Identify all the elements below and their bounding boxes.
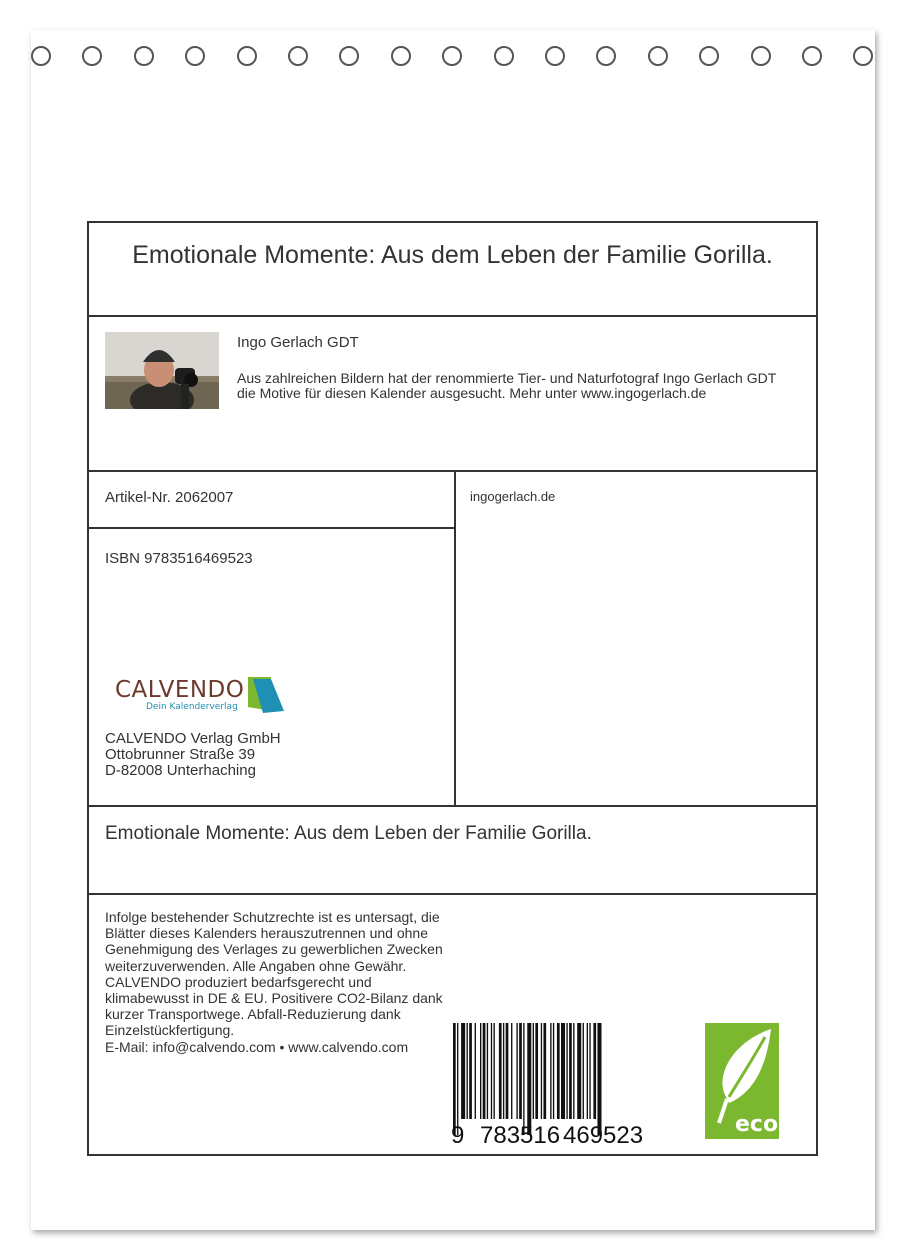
barcode-bar [597, 1023, 601, 1135]
publisher-name: CALVENDO Verlag GmbH [105, 730, 281, 747]
barcode-bar [487, 1023, 488, 1119]
barcode-bar [550, 1023, 551, 1119]
divider [89, 893, 816, 895]
binding-ring [237, 46, 257, 66]
barcode-bar [557, 1023, 560, 1119]
binding-ring [391, 46, 411, 66]
binding-ring [288, 46, 308, 66]
info-sheet [87, 221, 818, 1156]
publisher-city: D-82008 Unterhaching [105, 762, 256, 779]
barcode-digits: 469523 [563, 1122, 644, 1148]
publisher-street: Ottobrunner Straße 39 [105, 746, 256, 763]
barcode-bar [535, 1023, 538, 1119]
barcode-bar [566, 1023, 567, 1119]
binding-ring [82, 46, 102, 66]
eco-label-text: eco [735, 1112, 779, 1137]
binding-ring [596, 46, 616, 66]
barcode-bar [593, 1023, 596, 1119]
author-name: Ingo Gerlach GDT [237, 334, 359, 351]
barcode-bar [583, 1023, 584, 1119]
divider [89, 470, 816, 472]
barcode-bar [543, 1023, 546, 1119]
isbn: ISBN 9783516469523 [105, 550, 253, 567]
binding-ring [699, 46, 719, 66]
barcode-digits: 9 [451, 1122, 465, 1148]
eco-badge [705, 1023, 779, 1139]
legal-paragraph: CALVENDO produziert bedarfsgerecht und klimabewusst in DE & EU. Positivere CO2-Bilanz dank kurzer Transportwege. Abfall-Reduzierung dank Einzelstückfertigung. [105, 973, 443, 1039]
barcode-bar [519, 1023, 522, 1119]
barcode-bar [573, 1023, 574, 1119]
barcode-digits: 783516 [480, 1122, 561, 1148]
barcode-bar [491, 1023, 492, 1119]
binding-ring [853, 46, 873, 66]
barcode-bar [503, 1023, 504, 1119]
author-photo [105, 332, 219, 409]
calvendo-logo [115, 671, 295, 717]
publisher-address [105, 731, 281, 779]
calendar-subtitle: Emotionale Momente: Aus dem Leben der Familie Gorilla. [105, 823, 592, 844]
barcode-bar [494, 1023, 495, 1119]
barcode-bar [527, 1023, 531, 1135]
legal-notice [105, 909, 445, 1055]
binding-ring [31, 46, 51, 66]
binding-ring [751, 46, 771, 66]
barcode-bar [541, 1023, 542, 1119]
barcode-bar [577, 1023, 581, 1119]
logo-tagline-text: Dein Kalenderverlag [146, 702, 238, 712]
binding-ring [648, 46, 668, 66]
binding-ring [545, 46, 565, 66]
author-bio: Aus zahlreichen Bildern hat der renommierte Tier- und Naturfotograf Ingo Gerlach GDT die Motive für diesen Kalender ausgesucht. Mehr unter www.ingogerlach.de [237, 370, 776, 401]
barcode-bar [587, 1023, 588, 1119]
calendar-title: Emotionale Momente: Aus dem Leben der Familie Gorilla. [132, 241, 773, 269]
barcode-bar [506, 1023, 509, 1119]
divider [89, 315, 816, 317]
binding-ring [185, 46, 205, 66]
barcode-bar [480, 1023, 481, 1119]
barcode-bar [467, 1023, 468, 1119]
legal-paragraph: E-Mail: info@calvendo.com • www.calvendo.com [105, 1038, 409, 1055]
binding-ring [339, 46, 359, 66]
author-website[interactable]: ingogerlach.de [470, 489, 556, 504]
binding-ring [494, 46, 514, 66]
binding-ring [442, 46, 462, 66]
binding-ring [802, 46, 822, 66]
barcode-bar [475, 1023, 476, 1119]
logo-brand-text: CALVENDO [115, 677, 245, 703]
divider [89, 805, 816, 807]
barcode-bar [511, 1023, 512, 1119]
barcode-bar [483, 1023, 486, 1119]
isbn-barcode [447, 1023, 662, 1148]
barcode-bar [499, 1023, 502, 1119]
barcode-bar [589, 1023, 590, 1119]
barcode-bar [561, 1023, 565, 1119]
barcode-bar [453, 1023, 456, 1135]
barcode-bar [553, 1023, 554, 1119]
barcode-bar [461, 1023, 465, 1119]
spiral-binding [0, 35, 905, 75]
binding-ring [134, 46, 154, 66]
legal-paragraph: Infolge bestehender Schutzrechte ist es untersagt, die Blätter dieses Kalenders herauszutrennen und ohne Genehmigung des Verlages zu gewerblichen Zwecken weiterzuverwenden. Alle Angaben ohne Gewähr. [105, 909, 443, 974]
divider [89, 527, 454, 529]
barcode-bar [523, 1023, 524, 1135]
barcode-bar [457, 1023, 458, 1135]
barcode-bar [533, 1023, 534, 1119]
barcode-bar [469, 1023, 472, 1119]
barcode-bar [516, 1023, 517, 1119]
column-divider [454, 470, 456, 807]
article-number: Artikel-Nr. 2062007 [105, 489, 234, 506]
barcode-bar [569, 1023, 572, 1119]
